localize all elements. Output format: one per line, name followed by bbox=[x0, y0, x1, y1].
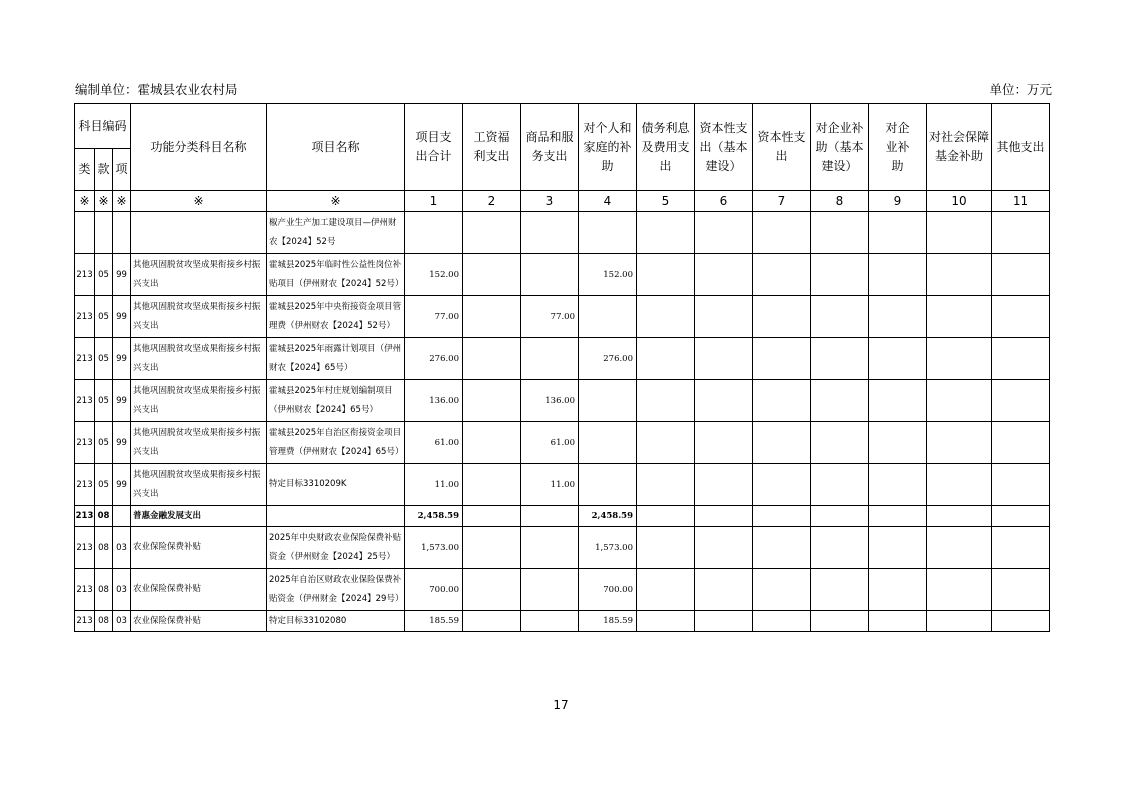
table-row bbox=[75, 464, 1050, 506]
budget-table bbox=[74, 103, 1050, 632]
empty-cell bbox=[992, 611, 1050, 632]
func-name-cell: 其他巩固脱贫攻坚成果衔接乡村振兴支出 bbox=[131, 464, 267, 506]
empty-cell bbox=[637, 569, 695, 611]
func-name-cell: 农业保险保费补贴 bbox=[131, 569, 267, 611]
code-lei: 213 bbox=[75, 611, 95, 632]
code-xiang: 99 bbox=[113, 254, 131, 296]
code-kuan: 05 bbox=[95, 254, 113, 296]
empty-cell bbox=[637, 422, 695, 464]
empty-cell bbox=[927, 422, 992, 464]
empty-cell bbox=[992, 254, 1050, 296]
code-lei: 213 bbox=[75, 296, 95, 338]
total-cell: 2,458.59 bbox=[405, 506, 463, 527]
total-cell: 77.00 bbox=[405, 296, 463, 338]
salary-cell bbox=[463, 254, 521, 296]
empty-cell bbox=[637, 254, 695, 296]
empty-cell bbox=[927, 527, 992, 569]
table-row bbox=[75, 422, 1050, 464]
compiling-unit: 编制单位：霍城县农业农村局 bbox=[75, 82, 238, 97]
header-col3: 商品和服务支出 bbox=[521, 104, 579, 191]
col-number: 1 bbox=[405, 191, 463, 212]
col-number: 6 bbox=[695, 191, 753, 212]
empty-cell bbox=[992, 212, 1050, 254]
empty-cell bbox=[927, 380, 992, 422]
empty-cell bbox=[869, 338, 927, 380]
project-name-cell: 2025年自治区财政农业保险保费补贴资金（伊州财金【2024】29号） bbox=[267, 569, 405, 611]
header-project-name: 项目名称 bbox=[267, 104, 405, 191]
func-name-cell: 其他巩固脱贫攻坚成果衔接乡村振兴支出 bbox=[131, 380, 267, 422]
header-lei: 类 bbox=[75, 149, 95, 191]
empty-cell bbox=[753, 422, 811, 464]
empty-cell bbox=[869, 506, 927, 527]
empty-cell bbox=[695, 611, 753, 632]
project-name-cell: 特定目标3310209K bbox=[267, 464, 405, 506]
empty-cell bbox=[992, 338, 1050, 380]
empty-cell bbox=[869, 380, 927, 422]
code-xiang bbox=[113, 506, 131, 527]
personal-subsidy-cell: 185.59 bbox=[579, 611, 637, 632]
mark-cell: ※ bbox=[75, 191, 95, 212]
empty-cell bbox=[753, 212, 811, 254]
mark-cell: ※ bbox=[113, 191, 131, 212]
project-name-cell: 2025年中央财政农业保险保费补贴资金（伊州财金【2024】25号） bbox=[267, 527, 405, 569]
goods-services-cell bbox=[521, 569, 579, 611]
func-name-cell: 其他巩固脱贫攻坚成果衔接乡村振兴支出 bbox=[131, 296, 267, 338]
col-number: 7 bbox=[753, 191, 811, 212]
code-xiang: 99 bbox=[113, 338, 131, 380]
empty-cell bbox=[753, 506, 811, 527]
header-code-group: 科目编码 bbox=[75, 104, 131, 149]
project-name-cell: 霍城县2025年临时性公益性岗位补贴项目（伊州财农【2024】52号） bbox=[267, 254, 405, 296]
project-name-cell: 霍城县2025年自治区衔接资金项目管理费（伊州财农【2024】65号） bbox=[267, 422, 405, 464]
empty-cell bbox=[637, 380, 695, 422]
code-lei: 213 bbox=[75, 464, 95, 506]
goods-services-cell: 77.00 bbox=[521, 296, 579, 338]
func-name-cell: 其他巩固脱贫攻坚成果衔接乡村振兴支出 bbox=[131, 422, 267, 464]
header-func-name: 功能分类科目名称 bbox=[131, 104, 267, 191]
table-row bbox=[75, 380, 1050, 422]
empty-cell bbox=[695, 212, 753, 254]
empty-cell bbox=[637, 296, 695, 338]
personal-subsidy-cell bbox=[579, 380, 637, 422]
mark-cell: ※ bbox=[267, 191, 405, 212]
code-kuan bbox=[95, 212, 113, 254]
project-name-cell: 椒产业生产加工建设项目—伊州财农【2024】52号 bbox=[267, 212, 405, 254]
col-number: 9 bbox=[869, 191, 927, 212]
empty-cell bbox=[753, 569, 811, 611]
col-number: 3 bbox=[521, 191, 579, 212]
salary-cell bbox=[463, 569, 521, 611]
empty-cell bbox=[927, 254, 992, 296]
func-name-cell: 其他巩固脱贫攻坚成果衔接乡村振兴支出 bbox=[131, 254, 267, 296]
empty-cell bbox=[637, 212, 695, 254]
code-xiang: 03 bbox=[113, 611, 131, 632]
empty-cell bbox=[869, 254, 927, 296]
salary-cell bbox=[463, 527, 521, 569]
salary-cell bbox=[463, 380, 521, 422]
code-lei: 213 bbox=[75, 422, 95, 464]
empty-cell bbox=[695, 527, 753, 569]
col-number: 5 bbox=[637, 191, 695, 212]
code-xiang: 99 bbox=[113, 296, 131, 338]
code-kuan: 05 bbox=[95, 422, 113, 464]
empty-cell bbox=[637, 464, 695, 506]
func-name-cell bbox=[131, 212, 267, 254]
empty-cell bbox=[753, 254, 811, 296]
personal-subsidy-cell bbox=[579, 212, 637, 254]
code-xiang: 99 bbox=[113, 464, 131, 506]
empty-cell bbox=[992, 527, 1050, 569]
total-cell: 276.00 bbox=[405, 338, 463, 380]
code-lei bbox=[75, 212, 95, 254]
goods-services-cell: 61.00 bbox=[521, 422, 579, 464]
goods-services-cell: 11.00 bbox=[521, 464, 579, 506]
empty-cell bbox=[637, 527, 695, 569]
personal-subsidy-cell: 1,573.00 bbox=[579, 527, 637, 569]
empty-cell bbox=[927, 506, 992, 527]
total-cell: 11.00 bbox=[405, 464, 463, 506]
empty-cell bbox=[869, 212, 927, 254]
header-col8: 对企业补助（基本建设） bbox=[811, 104, 869, 191]
table-row bbox=[75, 506, 1050, 527]
empty-cell bbox=[695, 338, 753, 380]
empty-cell bbox=[811, 338, 869, 380]
salary-cell bbox=[463, 338, 521, 380]
empty-cell bbox=[992, 506, 1050, 527]
empty-cell bbox=[811, 380, 869, 422]
code-lei: 213 bbox=[75, 506, 95, 527]
empty-cell bbox=[695, 254, 753, 296]
header-col11: 其他支出 bbox=[992, 104, 1050, 191]
empty-cell bbox=[992, 380, 1050, 422]
code-kuan: 05 bbox=[95, 464, 113, 506]
code-lei: 213 bbox=[75, 569, 95, 611]
goods-services-cell bbox=[521, 212, 579, 254]
project-name-cell: 霍城县2025年中央衔接资金项目管理费（伊州财农【2024】52号） bbox=[267, 296, 405, 338]
salary-cell bbox=[463, 296, 521, 338]
code-kuan: 05 bbox=[95, 296, 113, 338]
mark-cell: ※ bbox=[95, 191, 113, 212]
project-name-cell: 特定目标33102080 bbox=[267, 611, 405, 632]
total-cell: 700.00 bbox=[405, 569, 463, 611]
code-kuan: 08 bbox=[95, 611, 113, 632]
empty-cell bbox=[927, 569, 992, 611]
empty-cell bbox=[753, 296, 811, 338]
empty-cell bbox=[811, 422, 869, 464]
code-kuan: 08 bbox=[95, 569, 113, 611]
code-kuan: 05 bbox=[95, 380, 113, 422]
empty-cell bbox=[869, 296, 927, 338]
code-kuan: 08 bbox=[95, 506, 113, 527]
personal-subsidy-cell: 700.00 bbox=[579, 569, 637, 611]
code-lei: 213 bbox=[75, 527, 95, 569]
func-name-cell: 农业保险保费补贴 bbox=[131, 611, 267, 632]
personal-subsidy-cell bbox=[579, 296, 637, 338]
empty-cell bbox=[992, 296, 1050, 338]
col-number: 10 bbox=[927, 191, 992, 212]
personal-subsidy-cell: 276.00 bbox=[579, 338, 637, 380]
header-col5: 债务利息及费用支出 bbox=[637, 104, 695, 191]
project-name-cell bbox=[267, 506, 405, 527]
empty-cell bbox=[927, 611, 992, 632]
header-col9: 对企业补助 bbox=[869, 104, 927, 191]
empty-cell bbox=[695, 422, 753, 464]
col-number: 11 bbox=[992, 191, 1050, 212]
empty-cell bbox=[927, 296, 992, 338]
col-number: 2 bbox=[463, 191, 521, 212]
salary-cell bbox=[463, 212, 521, 254]
header-col1: 项目支出合计 bbox=[405, 104, 463, 191]
code-xiang: 03 bbox=[113, 527, 131, 569]
table-row bbox=[75, 212, 1050, 254]
table-row bbox=[75, 569, 1050, 611]
currency-unit: 单位：万元 bbox=[989, 82, 1052, 97]
empty-cell bbox=[753, 527, 811, 569]
personal-subsidy-cell: 2,458.59 bbox=[579, 506, 637, 527]
page-number: 17 bbox=[553, 698, 569, 712]
empty-cell bbox=[869, 611, 927, 632]
empty-cell bbox=[811, 296, 869, 338]
empty-cell bbox=[992, 464, 1050, 506]
code-lei: 213 bbox=[75, 380, 95, 422]
table-row bbox=[75, 254, 1050, 296]
empty-cell bbox=[753, 464, 811, 506]
project-name-cell: 霍城县2025年雨露计划项目（伊州财农【2024】65号） bbox=[267, 338, 405, 380]
personal-subsidy-cell bbox=[579, 464, 637, 506]
header-col7: 资本性支出 bbox=[753, 104, 811, 191]
empty-cell bbox=[869, 569, 927, 611]
empty-cell bbox=[811, 527, 869, 569]
empty-cell bbox=[811, 254, 869, 296]
empty-cell bbox=[753, 380, 811, 422]
empty-cell bbox=[927, 212, 992, 254]
code-xiang bbox=[113, 212, 131, 254]
empty-cell bbox=[992, 422, 1050, 464]
table-body bbox=[75, 212, 1050, 632]
total-cell: 136.00 bbox=[405, 380, 463, 422]
code-xiang: 99 bbox=[113, 380, 131, 422]
table-row bbox=[75, 338, 1050, 380]
empty-cell bbox=[753, 611, 811, 632]
code-kuan: 08 bbox=[95, 527, 113, 569]
empty-cell bbox=[869, 464, 927, 506]
empty-cell bbox=[637, 506, 695, 527]
code-kuan: 05 bbox=[95, 338, 113, 380]
code-lei: 213 bbox=[75, 254, 95, 296]
code-xiang: 99 bbox=[113, 422, 131, 464]
empty-cell bbox=[695, 380, 753, 422]
func-name-cell: 其他巩固脱贫攻坚成果衔接乡村振兴支出 bbox=[131, 338, 267, 380]
empty-cell bbox=[811, 464, 869, 506]
empty-cell bbox=[869, 527, 927, 569]
col-number: 4 bbox=[579, 191, 637, 212]
col-number: 8 bbox=[811, 191, 869, 212]
table-row bbox=[75, 611, 1050, 632]
personal-subsidy-cell bbox=[579, 422, 637, 464]
personal-subsidy-cell: 152.00 bbox=[579, 254, 637, 296]
func-name-cell: 普惠金融发展支出 bbox=[131, 506, 267, 527]
header-col10: 对社会保障基金补助 bbox=[927, 104, 992, 191]
empty-cell bbox=[992, 569, 1050, 611]
goods-services-cell bbox=[521, 506, 579, 527]
total-cell: 61.00 bbox=[405, 422, 463, 464]
total-cell bbox=[405, 212, 463, 254]
empty-cell bbox=[811, 611, 869, 632]
empty-cell bbox=[637, 338, 695, 380]
header-kuan: 款 bbox=[95, 149, 113, 191]
total-cell: 185.59 bbox=[405, 611, 463, 632]
salary-cell bbox=[463, 611, 521, 632]
goods-services-cell bbox=[521, 611, 579, 632]
goods-services-cell bbox=[521, 338, 579, 380]
goods-services-cell: 136.00 bbox=[521, 380, 579, 422]
header-col4: 对个人和家庭的补助 bbox=[579, 104, 637, 191]
header-xiang: 项 bbox=[113, 149, 131, 191]
code-xiang: 03 bbox=[113, 569, 131, 611]
empty-cell bbox=[695, 506, 753, 527]
salary-cell bbox=[463, 464, 521, 506]
empty-cell bbox=[695, 296, 753, 338]
empty-cell bbox=[695, 569, 753, 611]
empty-cell bbox=[927, 338, 992, 380]
total-cell: 1,573.00 bbox=[405, 527, 463, 569]
mark-cell: ※ bbox=[131, 191, 267, 212]
header-col2: 工资福利支出 bbox=[463, 104, 521, 191]
table-row bbox=[75, 527, 1050, 569]
empty-cell bbox=[869, 422, 927, 464]
header-col6: 资本性支出（基本建设） bbox=[695, 104, 753, 191]
salary-cell bbox=[463, 506, 521, 527]
project-name-cell: 霍城县2025年村庄规划编制项目（伊州财农【2024】65号） bbox=[267, 380, 405, 422]
empty-cell bbox=[811, 506, 869, 527]
goods-services-cell bbox=[521, 527, 579, 569]
empty-cell bbox=[753, 338, 811, 380]
empty-cell bbox=[695, 464, 753, 506]
goods-services-cell bbox=[521, 254, 579, 296]
func-name-cell: 农业保险保费补贴 bbox=[131, 527, 267, 569]
empty-cell bbox=[811, 212, 869, 254]
empty-cell bbox=[927, 464, 992, 506]
empty-cell bbox=[637, 611, 695, 632]
table-row bbox=[75, 296, 1050, 338]
empty-cell bbox=[811, 569, 869, 611]
code-lei: 213 bbox=[75, 338, 95, 380]
total-cell: 152.00 bbox=[405, 254, 463, 296]
salary-cell bbox=[463, 422, 521, 464]
